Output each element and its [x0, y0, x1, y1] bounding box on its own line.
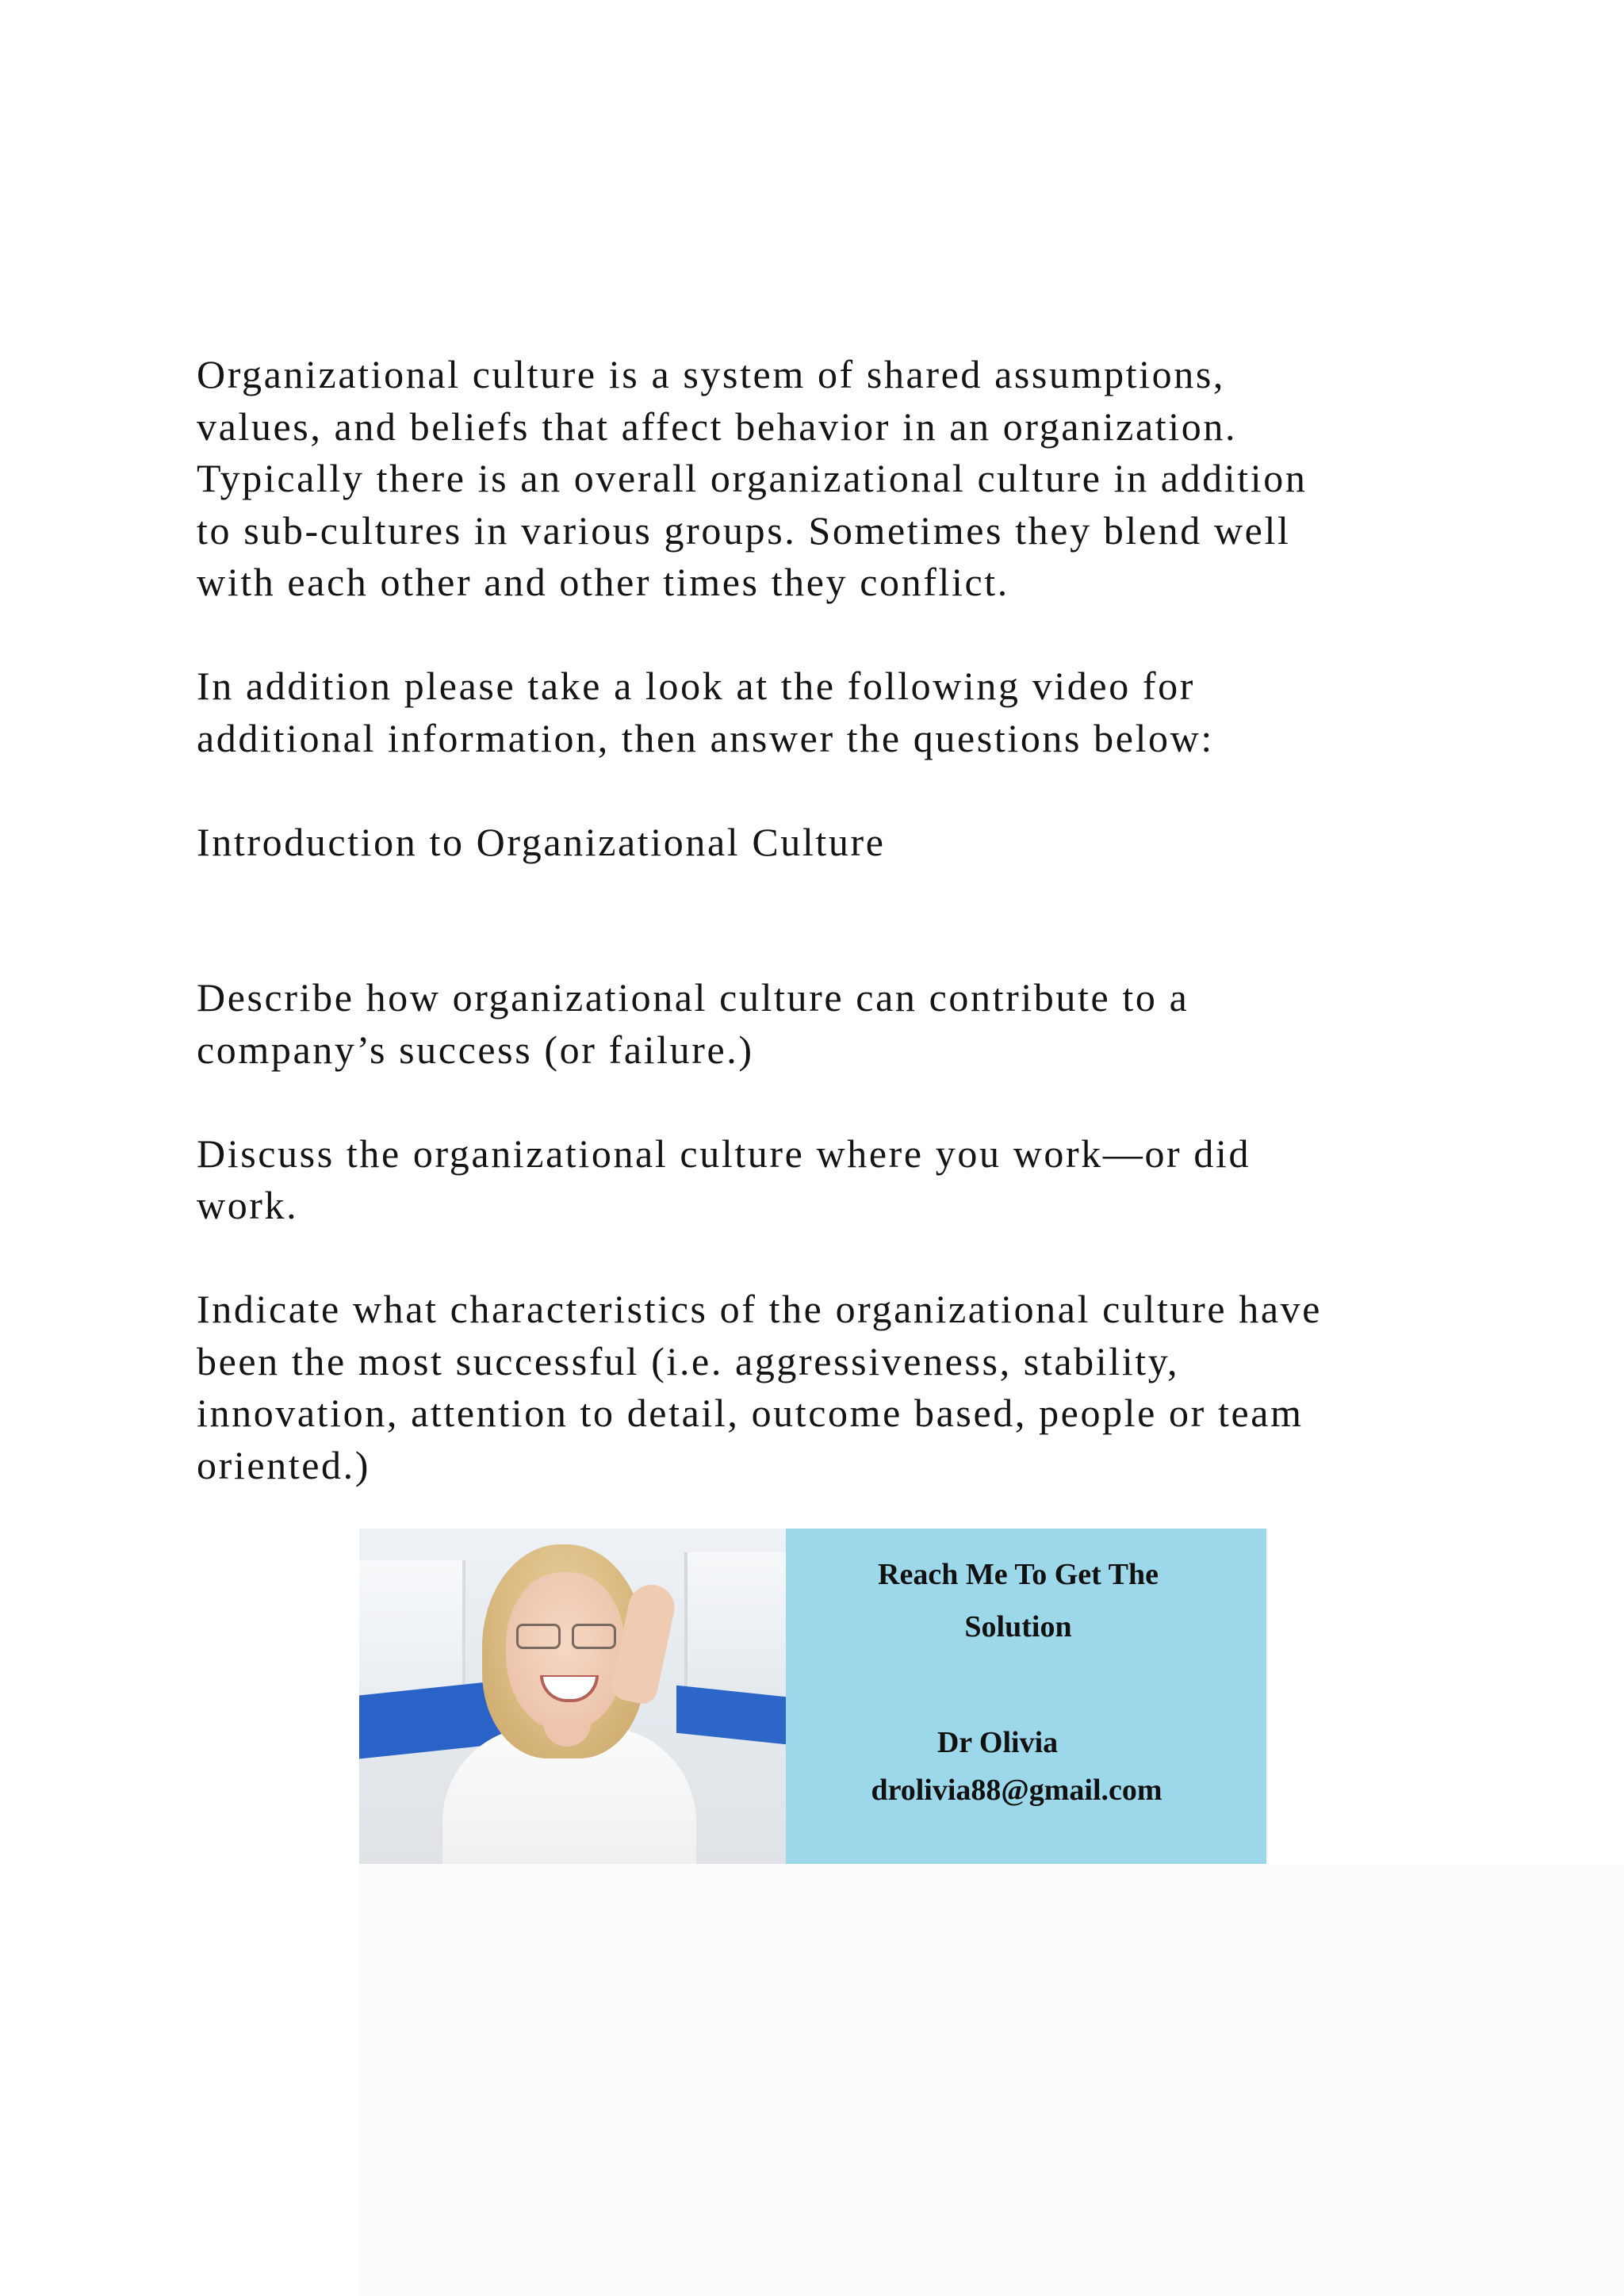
blank-area — [359, 1864, 1624, 2296]
ad-contact-email: drolivia88@gmail.com — [871, 1774, 1162, 1807]
document-body — [197, 349, 1434, 1491]
ad-headline-line1: Reach Me To Get The — [878, 1558, 1159, 1591]
ad-contact-name: Dr Olivia — [936, 1726, 1059, 1759]
question-3: Indicate what characteristics of the organizational culture have been the most successful (i.e. aggressiveness, stability, innovation, attention to detail, outcome based, people or team oriented.) — [197, 1287, 1323, 1487]
ad-headline-line2: Solution — [964, 1610, 1072, 1644]
video-link-title: Introduction to Organizational Culture — [197, 819, 886, 864]
paragraph-video-instruction: In addition please take a look at the following video for additional information, then answer the questions below: — [197, 664, 1214, 760]
question-1: Describe how organizational culture can contribute to a company’s success (or failure.) — [197, 975, 1189, 1072]
ad-banner — [359, 1529, 1266, 1864]
ad-photo-woman — [359, 1529, 786, 1864]
ad-contact-panel — [786, 1529, 1266, 1864]
question-2: Discuss the organizational culture where you work—or did work. — [197, 1131, 1251, 1227]
paragraph-intro: Organizational culture is a system of shared assumptions, values, and beliefs that affect behavior in an organization. Typically there is an overall organizational culture in addition to sub-cultures in various groups. Sometimes they blend well with each other and other times they conflict. — [197, 352, 1308, 604]
